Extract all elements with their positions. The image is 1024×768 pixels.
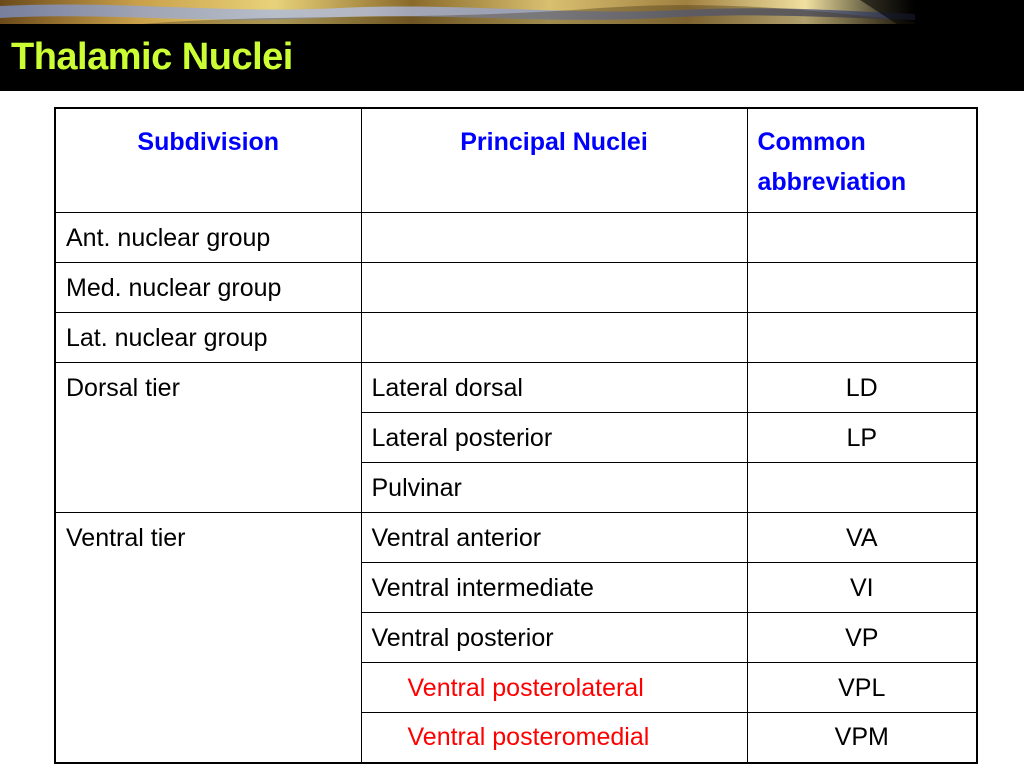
cell-nucleus: Lateral dorsal xyxy=(361,363,747,413)
header-principal-nuclei: Principal Nuclei xyxy=(361,108,747,213)
decorative-banner-strip xyxy=(0,0,1024,26)
cell-abbreviation: VP xyxy=(747,613,977,663)
cell-sub-nucleus: Ventral posteromedial xyxy=(361,713,747,763)
cell-abbreviation xyxy=(747,263,977,313)
table-row xyxy=(55,263,977,313)
thalamic-nuclei-table xyxy=(54,107,978,764)
cell-nucleus: Ventral anterior xyxy=(361,513,747,563)
cell-sub-nucleus: Ventral posterolateral xyxy=(361,663,747,713)
table-row xyxy=(55,213,977,263)
slide-title: Thalamic Nuclei xyxy=(11,36,293,78)
table-header-row xyxy=(55,108,977,213)
table-container xyxy=(54,107,978,764)
cell-abbreviation: VA xyxy=(747,513,977,563)
cell-abbreviation xyxy=(747,213,977,263)
cell-abbreviation: LD xyxy=(747,363,977,413)
cell-nucleus: Ventral posterior xyxy=(361,613,747,663)
table-row xyxy=(55,313,977,363)
cell-abbreviation xyxy=(747,313,977,363)
header-common-abbreviation: Common abbreviation xyxy=(747,108,977,213)
cell-abbreviation: LP xyxy=(747,413,977,463)
cell-abbreviation: VPM xyxy=(747,713,977,763)
title-bar xyxy=(0,24,1024,91)
cell-subdivision-dorsal-tier: Dorsal tier xyxy=(55,363,361,513)
cell-abbreviation: VI xyxy=(747,563,977,613)
cell-subdivision: Lat. nuclear group xyxy=(55,313,361,363)
table-row xyxy=(55,513,977,563)
cell-nucleus xyxy=(361,213,747,263)
cell-nucleus: Ventral intermediate xyxy=(361,563,747,613)
table-row xyxy=(55,363,977,413)
cell-nucleus xyxy=(361,313,747,363)
cell-nucleus: Pulvinar xyxy=(361,463,747,513)
cell-nucleus: Lateral posterior xyxy=(361,413,747,463)
cell-nucleus xyxy=(361,263,747,313)
header-subdivision: Subdivision xyxy=(55,108,361,213)
cell-subdivision-ventral-tier: Ventral tier xyxy=(55,513,361,763)
cell-subdivision: Ant. nuclear group xyxy=(55,213,361,263)
cell-abbreviation xyxy=(747,463,977,513)
cell-subdivision: Med. nuclear group xyxy=(55,263,361,313)
cell-abbreviation: VPL xyxy=(747,663,977,713)
